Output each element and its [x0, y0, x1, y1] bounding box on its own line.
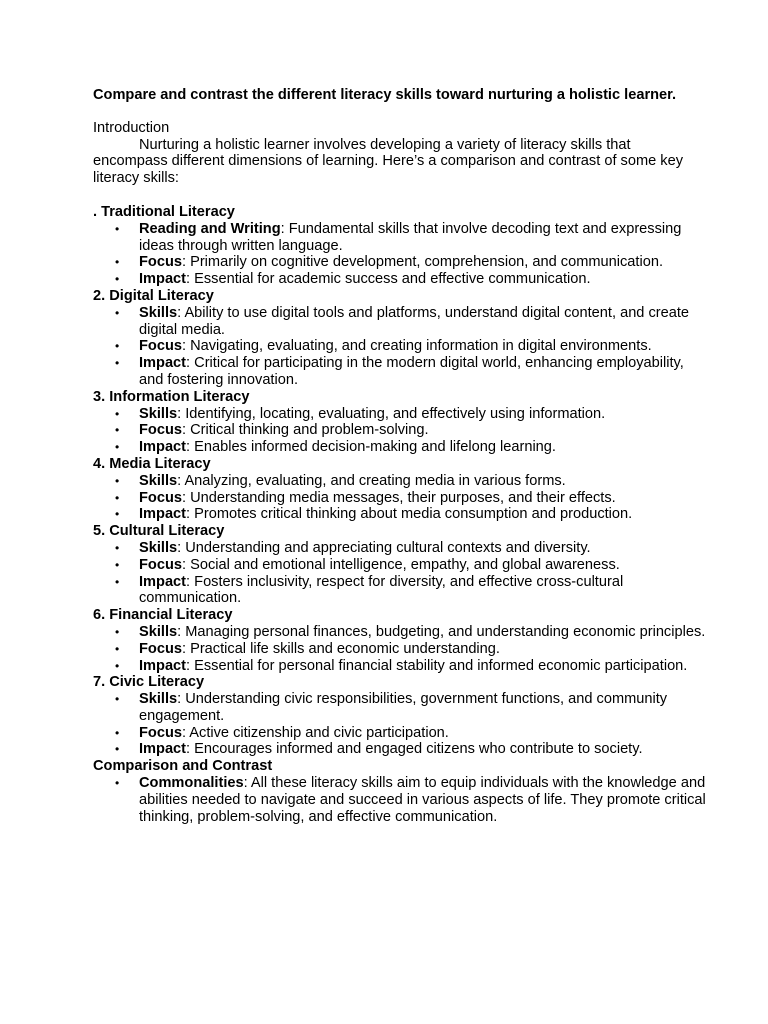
item-description: : Critical for participating in the modern digital world, enhancing employability, and fostering innovation.	[139, 355, 684, 388]
bullet-list	[93, 221, 708, 288]
item-description: : Enables informed decision-making and lifelong learning.	[186, 439, 556, 456]
bullet-icon: •	[115, 473, 120, 488]
bullet-icon: •	[115, 624, 120, 639]
item-term: Skills	[139, 304, 178, 321]
bullet-icon: •	[115, 339, 120, 354]
item-description: : Ability to use digital tools and platforms, understand digital content, and create digital media.	[139, 304, 690, 338]
item-description: : Essential for personal financial stability and informed economic participation.	[186, 657, 688, 674]
bullet-icon: •	[115, 406, 120, 421]
bullet-icon: •	[115, 725, 120, 740]
bullet-icon: •	[115, 742, 120, 757]
item-term: Focus	[139, 724, 182, 741]
item-description: : Managing personal finances, budgeting, and understanding economic principles.	[177, 623, 706, 640]
bullet-icon: •	[115, 255, 120, 270]
item-term: Commonalities	[139, 775, 244, 792]
section-heading: 2. Digital Literacy	[93, 287, 214, 304]
item-description: : Primarily on cognitive development, comprehension, and communication.	[181, 254, 664, 271]
item-description: : Identifying, locating, evaluating, and effectively using information.	[177, 405, 606, 422]
section-heading: 3. Information Literacy	[93, 388, 250, 405]
list-item	[93, 691, 708, 725]
bullet-icon: •	[115, 305, 120, 320]
list-item	[93, 254, 708, 271]
list-item	[93, 473, 708, 490]
sections-list	[93, 204, 708, 825]
item-term: Impact	[139, 355, 187, 372]
item-term: Skills	[139, 539, 178, 556]
bullet-icon: •	[115, 221, 120, 236]
list-item	[93, 540, 708, 557]
item-description: : Navigating, evaluating, and creating information in digital environments.	[181, 338, 652, 355]
item-term: Focus	[139, 254, 182, 271]
list-item	[93, 221, 708, 255]
bullet-list	[93, 406, 708, 456]
bullet-list	[93, 540, 708, 607]
item-description: : Critical thinking and problem-solving.	[181, 422, 429, 439]
bullet-icon: •	[115, 440, 120, 455]
bullet-list	[93, 691, 708, 758]
item-term: Impact	[139, 657, 187, 674]
item-term: Impact	[139, 506, 187, 523]
item-term: Focus	[139, 489, 182, 506]
item-description: : Social and emotional intelligence, empathy, and global awareness.	[181, 556, 620, 573]
item-term: Focus	[139, 422, 182, 439]
list-item	[93, 355, 708, 389]
section-heading: . Traditional Literacy	[93, 203, 235, 220]
item-description: : Essential for academic success and effective communication.	[186, 271, 591, 288]
bullet-icon: •	[115, 658, 120, 673]
bullet-icon: •	[115, 507, 120, 522]
item-description: : Fundamental skills that involve decoding text and expressing ideas through written language.	[139, 220, 682, 254]
item-term: Impact	[139, 573, 187, 590]
list-item	[93, 406, 708, 423]
item-term: Skills	[139, 623, 178, 640]
list-item	[93, 725, 708, 742]
item-term: Impact	[139, 271, 187, 288]
item-term: Impact	[139, 741, 187, 758]
bullet-icon: •	[115, 557, 120, 572]
item-term: Skills	[139, 405, 178, 422]
list-item	[93, 271, 708, 288]
list-item	[93, 658, 708, 675]
list-item	[93, 439, 708, 456]
list-item	[93, 305, 708, 339]
bullet-list	[93, 305, 708, 389]
item-description: : Understanding media messages, their purposes, and their effects.	[181, 489, 616, 506]
intro-paragraph: Nurturing a holistic learner involves developing a variety of literacy skills that encompass different dimensions of learning. Here’s a comparison and contrast of some key literacy skills:	[93, 136, 684, 187]
item-term: Reading and Writing	[139, 220, 281, 237]
item-description: : Understanding civic responsibilities, government functions, and community engagement.	[139, 691, 668, 724]
item-term: Focus	[139, 640, 182, 657]
bullet-icon: •	[115, 692, 120, 707]
section-heading: 4. Media Literacy	[93, 455, 211, 472]
bullet-icon: •	[115, 356, 120, 371]
document-title: Compare and contrast the different literacy skills toward nurturing a holistic learner.	[93, 87, 677, 103]
item-description: : Fosters inclusivity, respect for diversity, and effective cross-cultural communication.	[139, 573, 624, 607]
list-item	[93, 624, 708, 641]
section-heading: 7. Civic Literacy	[93, 674, 205, 691]
list-item	[93, 775, 708, 825]
list-item	[93, 490, 708, 507]
item-description: : Promotes critical thinking about media consumption and production.	[186, 506, 633, 523]
list-item	[93, 741, 708, 758]
intro-heading: Introduction	[93, 119, 170, 136]
list-item	[93, 557, 708, 574]
item-description: : Understanding and appreciating cultural contexts and diversity.	[177, 539, 591, 556]
list-item	[93, 422, 708, 439]
item-term: Focus	[139, 338, 182, 355]
bullet-icon: •	[115, 423, 120, 438]
bullet-icon: •	[115, 272, 120, 287]
bullet-list	[93, 473, 708, 523]
section-heading: 6. Financial Literacy	[93, 607, 233, 624]
item-description: : Analyzing, evaluating, and creating media in various forms.	[177, 472, 566, 489]
bullet-icon: •	[115, 776, 120, 791]
bullet-icon: •	[115, 540, 120, 555]
list-item	[93, 641, 708, 658]
list-item	[93, 338, 708, 355]
item-term: Focus	[139, 556, 182, 573]
item-description: : Practical life skills and economic understanding.	[181, 640, 500, 657]
item-term: Skills	[139, 472, 178, 489]
item-description: : All these literacy skills aim to equip individuals with the knowledge and abilities needed to navigate and succeed in various aspects of life. They promote critical thinking, problem-solving, and effective communication.	[139, 775, 706, 825]
bullet-icon: •	[115, 574, 120, 589]
list-item	[93, 574, 708, 608]
bullet-icon: •	[115, 641, 120, 656]
item-description: : Active citizenship and civic participation.	[181, 724, 449, 741]
bullet-list	[93, 775, 708, 825]
item-term: Impact	[139, 439, 187, 456]
list-item	[93, 506, 708, 523]
item-term: Skills	[139, 691, 178, 708]
section-heading: Comparison and Contrast	[93, 758, 273, 775]
bullet-icon: •	[115, 490, 120, 505]
item-description: : Encourages informed and engaged citizens who contribute to society.	[186, 741, 643, 758]
bullet-list	[93, 624, 708, 674]
section-heading: 5. Cultural Literacy	[93, 523, 225, 540]
